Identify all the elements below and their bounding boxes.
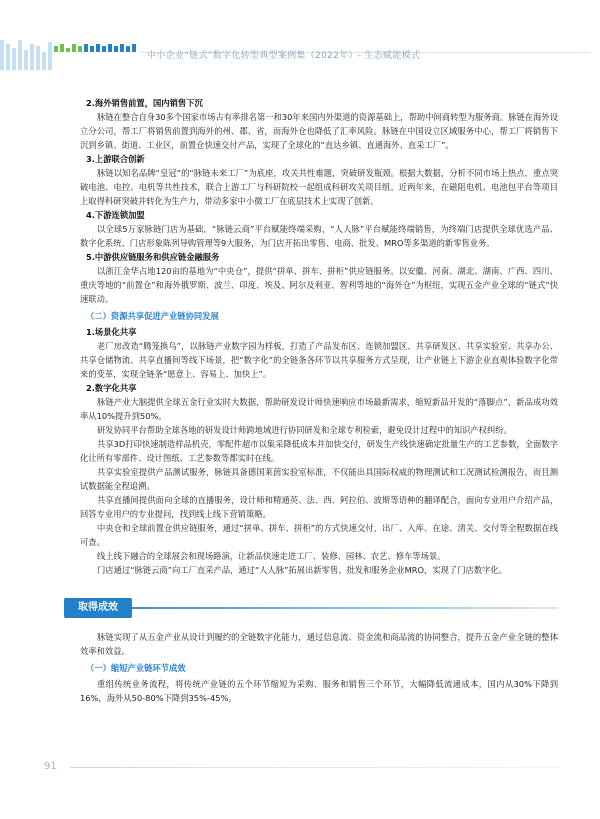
footer-rule	[70, 767, 560, 768]
paragraph-results-intro: 脉链实现了从五金产业从设计到履约的全链数字化能力，通过信息流、资金流和商品流的协同整合，提升五金产业全链的整体效率和效益。	[80, 632, 558, 656]
results-content	[80, 630, 558, 705]
section-divider	[64, 607, 558, 609]
subsection-resource-sharing: （二）资源共享促进产业链协同发展	[86, 311, 219, 321]
paragraph-upstream-innovation: 脉链以知名品牌“皇冠”的“脉链未来工厂”为底座，攻关共性难题，突破研发瓶颈。根据大数据，分析不同市场上热点，重点突破电池、电控、电机等共性技术，联合上游工厂与科研院校一起组成科研攻关项目组。近两年来，在磁阻电机、电池包平台等项目上取得科研突破并转化为生产力，带动多家中小微工厂在底层技术上实现了创新。	[80, 168, 558, 206]
paragraph-3d-printing: 共享3D打印快速制造样品机壳，零配件超市以集采降低成本并加快交付，研发生产线快速确定批量生产的工艺参数，全面数字化让所有零部件、设计图纸、工艺参数等都实时在线。	[80, 439, 558, 463]
section-banner	[64, 598, 558, 618]
running-header-title: 中小企业“链式”数字化转型典型案例集（2022年）- 生态赋能模式	[147, 51, 421, 61]
section-title-results: 取得成效	[64, 598, 132, 618]
heading-upstream-innovation: 3.上游联合创新	[86, 154, 145, 164]
paragraph-shared-lab: 共享实验室提供产品测试服务，脉链具备德国莱茵实验室标准，不仅能出具国际权威的物理测试和工况测试检测报告，而且测试数据能全程追溯。	[80, 467, 558, 491]
paragraph-supply-chain-service: 以浙江金华占地120亩的基地为“中央仓”，提供“拼单、拼车、拼柜”供应链服务。以安徽、河南、湖北、湖南、广西、四川、重庆等地的“前置仓”和海外俄罗斯、波兰、印度、埃及、阿尔及利亚、智利等地的“海外仓”为枢纽，实现五金产业全球的“链式”快速联动。	[80, 266, 558, 304]
paragraph-live-studio: 共享直播间提供面向全球的直播服务，设计师和精通英、法、西、阿拉伯、波斯等语种的翻译配合，面向专业用户介绍产品，回答专业用户的专业提问，找到线上线下营销策略。	[80, 495, 558, 519]
heading-digital-sharing: 2.数字化共享	[86, 383, 137, 393]
heading-supply-chain-service: 5.中游供应链服务和供应链金融服务	[86, 252, 220, 262]
paragraph-overseas-sales: 脉链在整合自身30多个国家市场占有率排名第一和30年来国内外渠道的资源基础上，帮助中间商转型为服务商。脉链在海外设立分公司，帮工厂将销售前置到海外的州、郡、省，而海外仓也降低了汇率风险。脉链在中国设立区域服务中心，帮工厂将销售下沉到乡镇、街道、工业区，前置仓快速交付产品，实现了全球化的“直达乡镇、直通海外、直采工厂”。	[80, 112, 558, 150]
paragraph-scene-sharing: 老厂房改造“腾笼换鸟”，以脉链产业数字园为样板，打造了产品发布区、连锁加盟区、共享研发区、共享实验室、共享办公、共享仓储物流、共享直播间等线下场景，把“数字化”的全链条各环节以共享服务方式呈现，让产业链上下游企业直观体验数字化带来的变革，实现全链条“愿意上、容易上、加快上”。	[80, 341, 558, 379]
heading-downstream-franchise: 4.下游连锁加盟	[86, 210, 145, 220]
paragraph-central-warehouse: 中央仓和全球前置仓供应链服务，通过“拼单、拼车、拼柜”的方式快速交付，出厂、入库、在途、清关、交付等全程数据在线可查。	[80, 523, 558, 547]
paragraph-downstream-franchise: 以全球5万家脉链门店为基础，“脉链云商”平台赋能终端采购，“人人脉”平台赋能终端销售，为终端门店提供全球优选产品、数字化系统、门店形象陈列导购管理等9大服务，为门店开拓出零售、电商、批发、MRO等多渠道的新零售业务。	[80, 224, 558, 248]
paragraph-industry-brain: 脉链产业大脑提供全球五金行业实时大数据，帮助研发设计师快速响应市场最新需求，缩短新品开发的“落脚点”，新品成功效率从10%提升到50%。	[80, 397, 558, 421]
paragraph-exhibitions: 线上线下融合的全球展会和现场路演，让新品快速走进工厂、装修、园林、农艺、修车等场景。	[97, 551, 446, 561]
subsection-shorten-chain: （一）缩短产业链环节成效	[86, 663, 186, 673]
body-content	[80, 96, 558, 577]
heading-scene-sharing: 1.场景化共享	[86, 327, 137, 337]
heading-overseas-sales: 2.海外销售前置，国内销售下沉	[86, 98, 203, 108]
header-decoration	[0, 0, 600, 80]
paragraph-shorten-chain: 重组传统业务流程，将传统产业链的五个环节缩短为采购、服务和销售三个环节，大幅降低流通成本，国内从30%下降到16%，海外从50-80%下降到35%-45%。	[80, 679, 558, 703]
page-number: 91	[44, 761, 57, 772]
paragraph-store-digitalization: 门店通过“脉链云商”向工厂直采产品，通过“人人脉”拓展出新零售、批发和服务企业MRO，实现了门店数字化。	[97, 565, 508, 575]
paragraph-rd-collaboration: 研发协同平台帮助全球各地的研发设计师跨地域进行协同研发和全球专利检索，避免设计过程中的知识产权纠纷。	[97, 425, 512, 435]
